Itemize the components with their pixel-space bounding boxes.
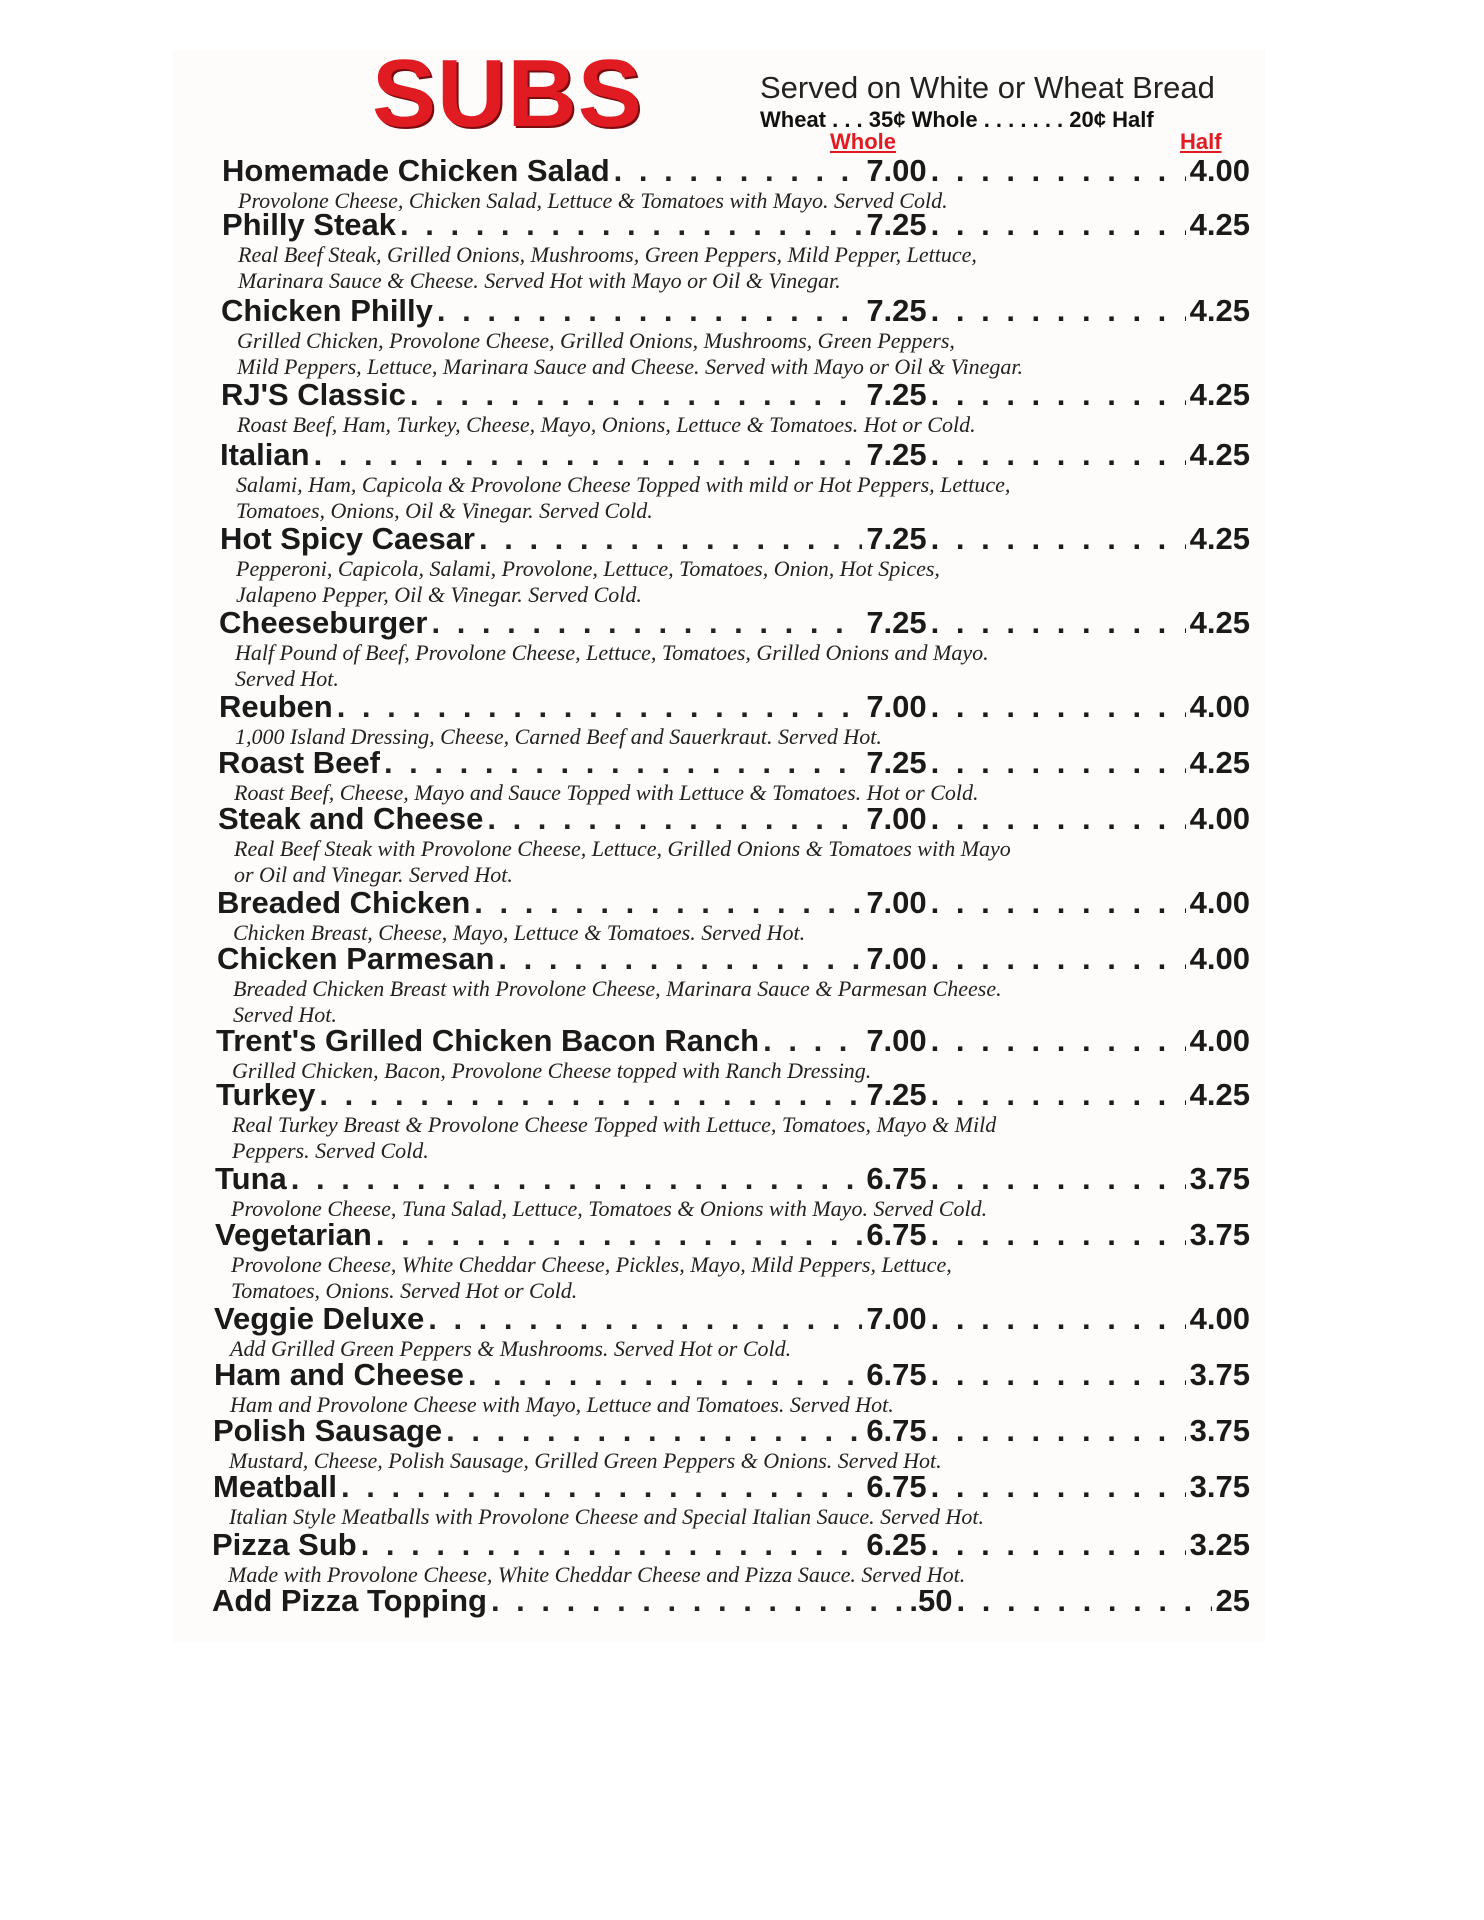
menu-item-line	[215, 1216, 1250, 1254]
menu-item-line	[215, 1160, 1250, 1198]
menu-item-line	[218, 800, 1250, 838]
dot-leader	[931, 1412, 1186, 1450]
dot-leader	[931, 1468, 1186, 1506]
menu-item-description: Real Beef Steak with Provolone Cheese, Lettuce, Grilled Onions & Tomatoes with Mayo	[234, 836, 1011, 861]
dot-leader	[361, 1526, 863, 1564]
menu-item-name: Breaded Chicken	[217, 885, 471, 920]
menu-item-description: Tomatoes, Onions. Served Hot or Cold.	[231, 1278, 578, 1303]
menu-item-name: Turkey	[216, 1077, 316, 1112]
menu-item-line	[219, 688, 1250, 726]
menu-title: SUBS	[372, 40, 643, 147]
dot-leader	[931, 1216, 1186, 1254]
price-half: 4.00	[1189, 941, 1250, 976]
menu-item-name: RJ'S Classic	[221, 377, 406, 412]
menu-item-description: Jalapeno Pepper, Oil & Vinegar. Served Cold.	[236, 582, 642, 607]
dot-leader	[931, 1076, 1186, 1114]
menu-item-description: Roast Beef, Ham, Turkey, Cheese, Mayo, Onions, Lettuce & Tomatoes. Hot or Cold.	[237, 412, 976, 437]
menu-item-description: Chicken Breast, Cheese, Mayo, Lettuce & Tomatoes. Served Hot.	[233, 920, 806, 945]
column-header-half: Half	[1180, 129, 1222, 154]
menu-item-description: Breaded Chicken Breast with Provolone Cheese, Marinara Sauce & Parmesan Cheese.	[233, 976, 1002, 1001]
price-half: 25	[1215, 1583, 1250, 1618]
price-half: 3.75	[1189, 1161, 1250, 1196]
price-whole: 7.00	[866, 801, 927, 836]
menu-item-description: Pepperoni, Capicola, Salami, Provolone, Lettuce, Tomatoes, Onion, Hot Spices,	[236, 556, 940, 581]
menu-item-line	[221, 292, 1250, 330]
price-half: 3.75	[1189, 1413, 1250, 1448]
menu-item-name: Trent's Grilled Chicken Bacon Ranch	[216, 1023, 760, 1058]
price-half: 4.25	[1189, 605, 1250, 640]
price-half: 4.00	[1189, 153, 1250, 188]
price-half: 4.00	[1189, 1301, 1250, 1336]
dot-leader	[931, 884, 1186, 922]
menu-item-description: Provolone Cheese, White Cheddar Cheese, Pickles, Mayo, Mild Peppers, Lettuce,	[231, 1252, 952, 1277]
dot-leader	[931, 1356, 1186, 1394]
price-whole: 6.25	[866, 1527, 927, 1562]
dot-leader	[931, 1022, 1186, 1060]
menu-item-name: Ham and Cheese	[214, 1357, 464, 1392]
menu-item-name: Veggie Deluxe	[214, 1301, 425, 1336]
price-half: 4.00	[1189, 689, 1250, 724]
menu-item-line	[216, 1022, 1250, 1060]
dot-leader	[957, 1582, 1212, 1620]
menu-item-name: Roast Beef	[218, 745, 380, 780]
menu-item-description: Marinara Sauce & Cheese. Served Hot with Mayo or Oil & Vinegar.	[238, 268, 841, 293]
menu-item-description: Grilled Chicken, Bacon, Provolone Cheese topped with Ranch Dressing.	[232, 1058, 872, 1083]
price-half: 4.00	[1189, 885, 1250, 920]
menu-item-line	[213, 1468, 1250, 1506]
price-whole: 6.75	[866, 1413, 927, 1448]
dot-leader	[931, 604, 1186, 642]
wheat-upcharge: Wheat . . . 35¢ Whole . . . . . . . 20¢ Half	[760, 107, 1154, 132]
menu-item-description: Served Hot.	[233, 1002, 337, 1027]
menu-item-line	[214, 1300, 1250, 1338]
price-whole: 7.25	[866, 521, 927, 556]
price-whole: 6.75	[866, 1161, 927, 1196]
price-half: 4.25	[1189, 745, 1250, 780]
menu-item-line	[212, 1582, 1250, 1620]
menu-item-description: 1,000 Island Dressing, Cheese, Carned Beef and Sauerkraut. Served Hot.	[235, 724, 882, 749]
dot-leader	[931, 206, 1186, 244]
dot-leader	[337, 688, 863, 726]
price-whole: .50	[909, 1583, 953, 1618]
menu-item-name: Chicken Philly	[221, 293, 433, 328]
menu-item-line	[217, 884, 1250, 922]
menu-item-line	[218, 744, 1250, 782]
menu-item-name: Pizza Sub	[212, 1527, 357, 1562]
menu-item-description: Ham and Provolone Cheese with Mayo, Lettuce and Tomatoes. Served Hot.	[230, 1392, 894, 1417]
menu-item-description: Served Hot.	[235, 666, 339, 691]
menu-item-name: Vegetarian	[215, 1217, 372, 1252]
price-whole: 7.00	[866, 153, 927, 188]
price-whole: 7.25	[866, 437, 927, 472]
menu-item-description: Half Pound of Beef, Provolone Cheese, Lettuce, Tomatoes, Grilled Onions and Mayo.	[235, 640, 989, 665]
dot-leader	[400, 206, 862, 244]
menu-item-line	[220, 436, 1250, 474]
dot-leader	[437, 292, 862, 330]
menu-item-name: Meatball	[213, 1469, 338, 1504]
price-whole: 7.25	[866, 745, 927, 780]
menu-item-name: Philly Steak	[222, 207, 397, 242]
price-whole: 7.00	[866, 689, 927, 724]
menu-item-name: Chicken Parmesan	[217, 941, 495, 976]
dot-leader	[314, 436, 863, 474]
menu-item-name: Italian	[220, 437, 310, 472]
menu-item-line	[212, 1526, 1250, 1564]
menu-item-line	[216, 1076, 1250, 1114]
price-whole: 7.25	[866, 207, 927, 242]
dot-leader	[384, 744, 862, 782]
dot-leader	[446, 1412, 862, 1450]
menu-item-description: Mild Peppers, Lettuce, Marinara Sauce and Cheese. Served with Mayo or Oil & Vinegar.	[237, 354, 1023, 379]
menu-item-description: Provolone Cheese, Chicken Salad, Lettuce & Tomatoes with Mayo. Served Cold.	[238, 188, 948, 213]
menu-item-description: Roast Beef, Cheese, Mayo and Sauce Topped with Lettuce & Tomatoes. Hot or Cold.	[234, 780, 979, 805]
menu-item-description: Real Beef Steak, Grilled Onions, Mushrooms, Green Peppers, Mild Pepper, Lettuce,	[238, 242, 977, 267]
price-whole: 6.75	[866, 1357, 927, 1392]
dot-leader	[931, 1526, 1186, 1564]
menu-item-description: Made with Provolone Cheese, White Cheddar Cheese and Pizza Sauce. Served Hot.	[228, 1562, 966, 1587]
dot-leader	[376, 1216, 863, 1254]
dot-leader	[410, 376, 862, 414]
price-half: 3.25	[1189, 1527, 1250, 1562]
price-whole: 6.75	[866, 1217, 927, 1252]
menu-item-name: Cheeseburger	[219, 605, 428, 640]
menu-item-name: Polish Sausage	[213, 1413, 443, 1448]
dot-leader	[763, 1022, 862, 1060]
dot-leader	[319, 1076, 862, 1114]
price-whole: 7.25	[866, 1077, 927, 1112]
dot-leader	[931, 1300, 1186, 1338]
menu-item-line	[221, 376, 1250, 414]
dot-leader	[931, 800, 1186, 838]
bread-note: Served on White or Wheat Bread	[760, 70, 1215, 105]
dot-leader	[931, 152, 1186, 190]
dot-leader	[931, 376, 1186, 414]
menu-item-description: Real Turkey Breast & Provolone Cheese Topped with Lettuce, Tomatoes, Mayo & Mild	[232, 1112, 997, 1137]
menu-item-description: Mustard, Cheese, Polish Sausage, Grilled Green Peppers & Onions. Served Hot.	[229, 1448, 942, 1473]
menu-item-description: Provolone Cheese, Tuna Salad, Lettuce, Tomatoes & Onions with Mayo. Served Cold.	[231, 1196, 988, 1221]
menu-item-line	[222, 152, 1250, 190]
menu-item-line	[220, 520, 1250, 558]
dot-leader	[931, 1160, 1186, 1198]
dot-leader	[931, 744, 1186, 782]
price-half: 4.00	[1189, 801, 1250, 836]
menu-item-description: Tomatoes, Onions, Oil & Vinegar. Served Cold.	[236, 498, 653, 523]
dot-leader	[614, 152, 863, 190]
price-half: 3.75	[1189, 1469, 1250, 1504]
price-half: 4.25	[1189, 293, 1250, 328]
price-whole: 7.00	[866, 1301, 927, 1336]
menu-item-description: Salami, Ham, Capicola & Provolone Cheese Topped with mild or Hot Peppers, Lettuce,	[236, 472, 1011, 497]
dot-leader	[468, 1356, 862, 1394]
menu-item-line	[219, 604, 1250, 642]
price-whole: 7.25	[866, 377, 927, 412]
menu-item-line	[222, 206, 1250, 244]
dot-leader	[931, 520, 1186, 558]
menu-item-name: Homemade Chicken Salad	[222, 153, 610, 188]
price-half: 4.25	[1189, 521, 1250, 556]
menu-item-description: or Oil and Vinegar. Served Hot.	[234, 862, 513, 887]
price-whole: 7.00	[866, 1023, 927, 1058]
dot-leader	[487, 800, 862, 838]
price-whole: 7.00	[866, 885, 927, 920]
price-whole: 6.75	[866, 1469, 927, 1504]
menu-item-name: Hot Spicy Caesar	[220, 521, 475, 556]
dot-leader	[431, 604, 862, 642]
dot-leader	[341, 1468, 862, 1506]
price-half: 3.75	[1189, 1357, 1250, 1392]
menu-item-description: Grilled Chicken, Provolone Cheese, Grilled Onions, Mushrooms, Green Peppers,	[237, 328, 955, 353]
dot-leader	[474, 884, 862, 922]
dot-leader	[931, 292, 1186, 330]
price-half: 3.75	[1189, 1217, 1250, 1252]
dot-leader	[291, 1160, 863, 1198]
price-half: 4.00	[1189, 1023, 1250, 1058]
menu-item-line	[214, 1356, 1250, 1394]
price-whole: 7.25	[866, 293, 927, 328]
menu-item-name: Steak and Cheese	[218, 801, 484, 836]
dot-leader	[498, 940, 862, 978]
menu-item-name: Tuna	[215, 1161, 287, 1196]
dot-leader	[491, 1582, 905, 1620]
dot-leader	[479, 520, 862, 558]
menu-item-name: Reuben	[219, 689, 333, 724]
menu-item-description: Italian Style Meatballs with Provolone Cheese and Special Italian Sauce. Served Hot.	[229, 1504, 984, 1529]
dot-leader	[931, 940, 1186, 978]
price-half: 4.25	[1189, 1077, 1250, 1112]
dot-leader	[931, 436, 1186, 474]
menu-item-description: Add Grilled Green Peppers & Mushrooms. Served Hot or Cold.	[230, 1336, 792, 1361]
price-half: 4.25	[1189, 207, 1250, 242]
dot-leader	[931, 688, 1186, 726]
column-header-whole: Whole	[830, 129, 896, 154]
menu-item-line	[213, 1412, 1250, 1450]
menu-item-line	[217, 940, 1250, 978]
dot-leader	[428, 1300, 862, 1338]
menu-item-description: Peppers. Served Cold.	[232, 1138, 429, 1163]
price-half: 4.25	[1189, 437, 1250, 472]
price-whole: 7.00	[866, 941, 927, 976]
price-half: 4.25	[1189, 377, 1250, 412]
menu-item-name: Add Pizza Topping	[212, 1583, 487, 1618]
price-whole: 7.25	[866, 605, 927, 640]
